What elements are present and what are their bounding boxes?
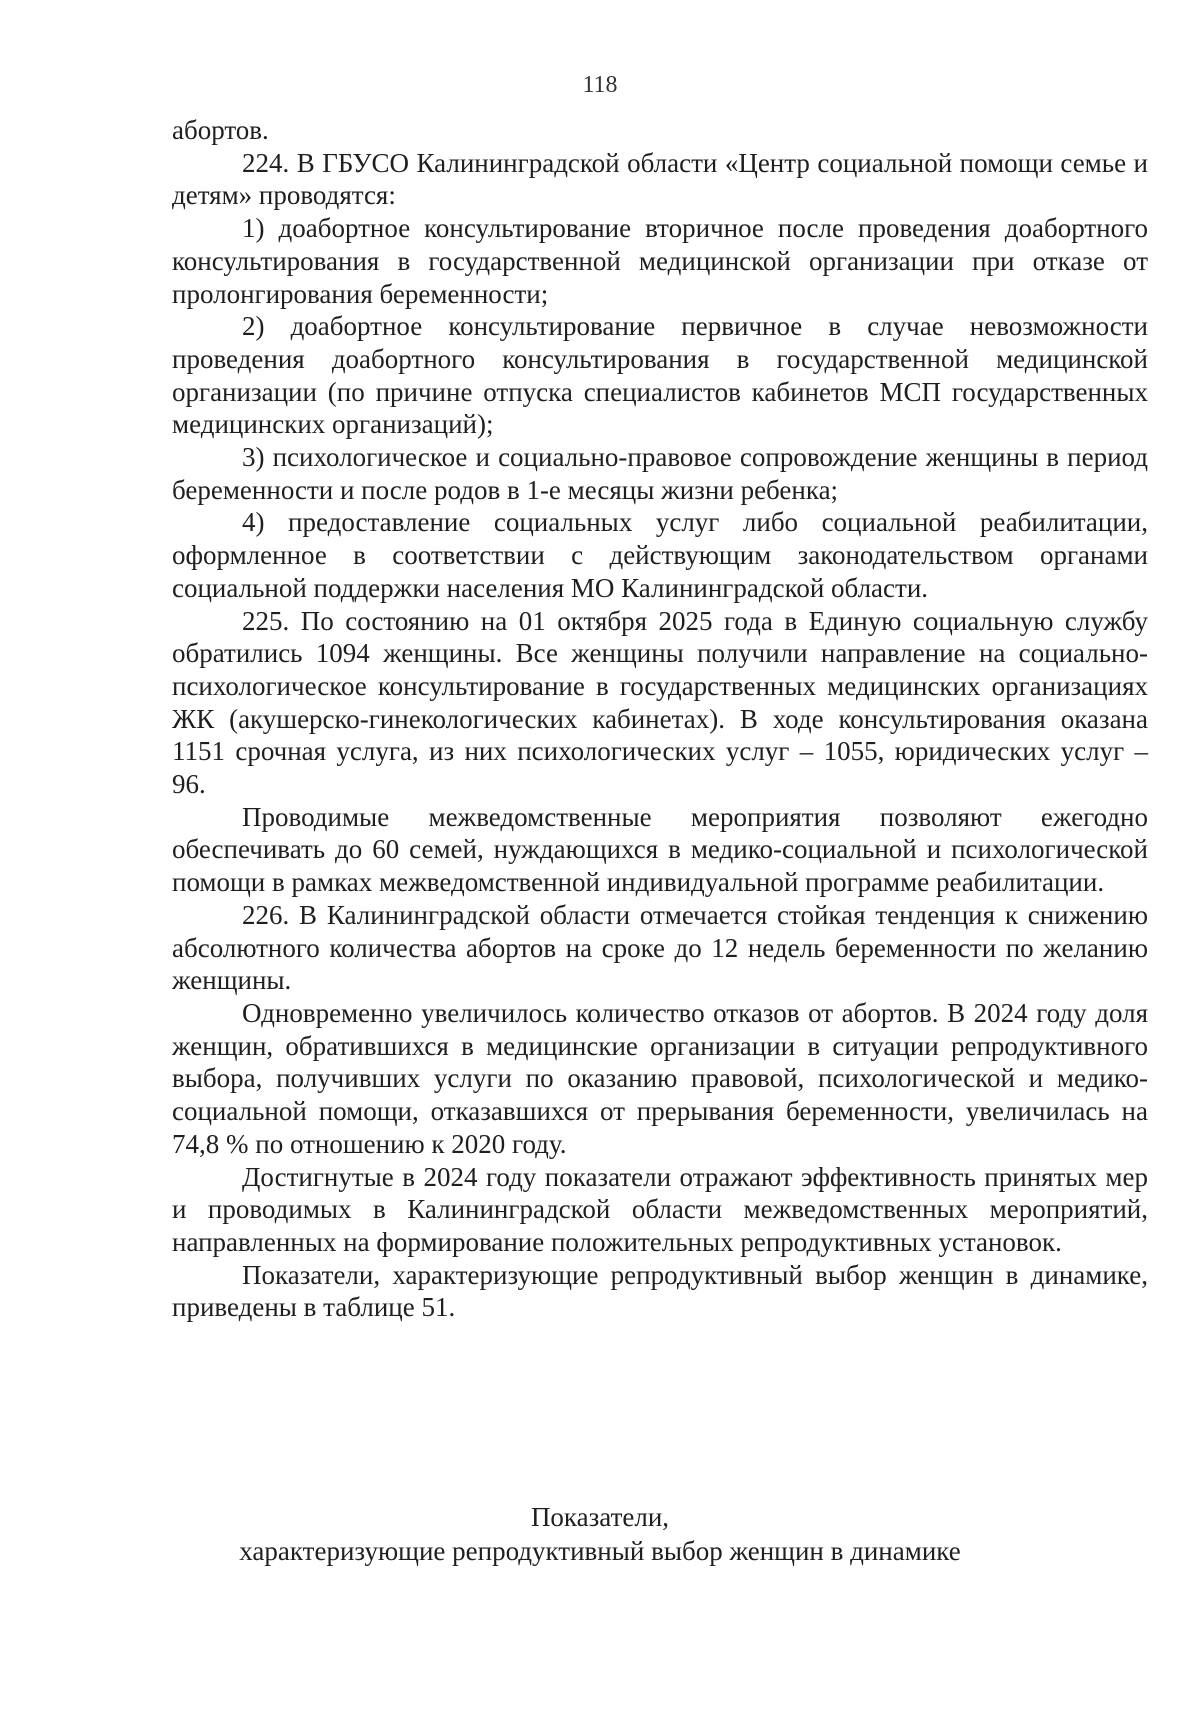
paragraph-continuation: абортов. xyxy=(172,115,269,145)
table-caption-title: Показатели, xyxy=(530,1502,670,1532)
paragraph-achieved-indicators: Достигнутые в 2024 году показатели отражают эффективность принятых мер и проводимых в Калининградской области межведомственных мероприятий, направленных на формирование положительных репродуктивных установок. xyxy=(172,1161,1148,1257)
document-body xyxy=(172,114,1148,1324)
table-caption-subtitle: характеризующие репродуктивный выбор женщин в динамике xyxy=(239,1536,961,1566)
list-item-2: 2) доабортное консультирование первичное в случае невозможности проведения доабортного консультирования в государственной медицинской организации (по причине отпуска специалистов кабинетов МСП государственных медицинских организаций); xyxy=(172,311,1148,440)
paragraph-224: 224. В ГБУСО Калининградской области «Центр социальной помощи семье и детям» проводятся: xyxy=(172,147,1148,211)
paragraph-table-reference: Показатели, характеризующие репродуктивный выбор женщин в динамике, приведены в таблице 51. xyxy=(172,1259,1148,1323)
list-item-1: 1) доабортное консультирование вторичное после проведения доабортного консультирования в государственной медицинской организации при отказе от пролонгирования беременности; xyxy=(172,213,1148,309)
list-item-4: 4) предоставление социальных услуг либо социальной реабилитации, оформленное в соответствии с действующим законодательством органами социальной поддержки населения МО Калининградской области. xyxy=(172,507,1148,603)
paragraph-interagency-measures: Проводимые межведомственные мероприятия позволяют ежегодно обеспечивать до 60 семей, нуждающихся в медико-социальной и психологической помощи в рамках межведомственной индивидуальной программе реабилитации. xyxy=(172,801,1148,898)
list-item-3: 3) психологическое и социально-правовое сопровождение женщины в период беременности и после родов в 1-е месяцы жизни ребенка; xyxy=(172,442,1148,505)
paragraph-225: 225. По состоянию на 01 октября 2025 года в Единую социальную службу обратились 1094 женщины. Все женщины получили направление на социально-психологическое консультирование в государственных медицинских организациях ЖК (акушерско-гинекологических кабинетах). В ходе консультирования оказана 1151 срочная услуга, из них психологических услуг – 1055, юридических услуг – 96. xyxy=(172,605,1148,800)
page-number: 118 xyxy=(582,72,618,98)
paragraph-226: 226. В Калининградской области отмечается стойкая тенденция к снижению абсолютного количества абортов на сроке до 12 недель беременности по желанию женщины. xyxy=(172,899,1148,996)
paragraph-abortion-refusals: Одновременно увеличилось количество отказов от абортов. В 2024 году доля женщин, обратившихся в медицинские организации в ситуации репродуктивного выбора, получивших услуги по оказанию правовой, психологической и медико-социальной помощи, отказавшихся от прерывания беременности, увеличилась на 74,8 % по отношению к 2020 году. xyxy=(172,997,1148,1159)
table-caption xyxy=(0,1500,1200,1568)
